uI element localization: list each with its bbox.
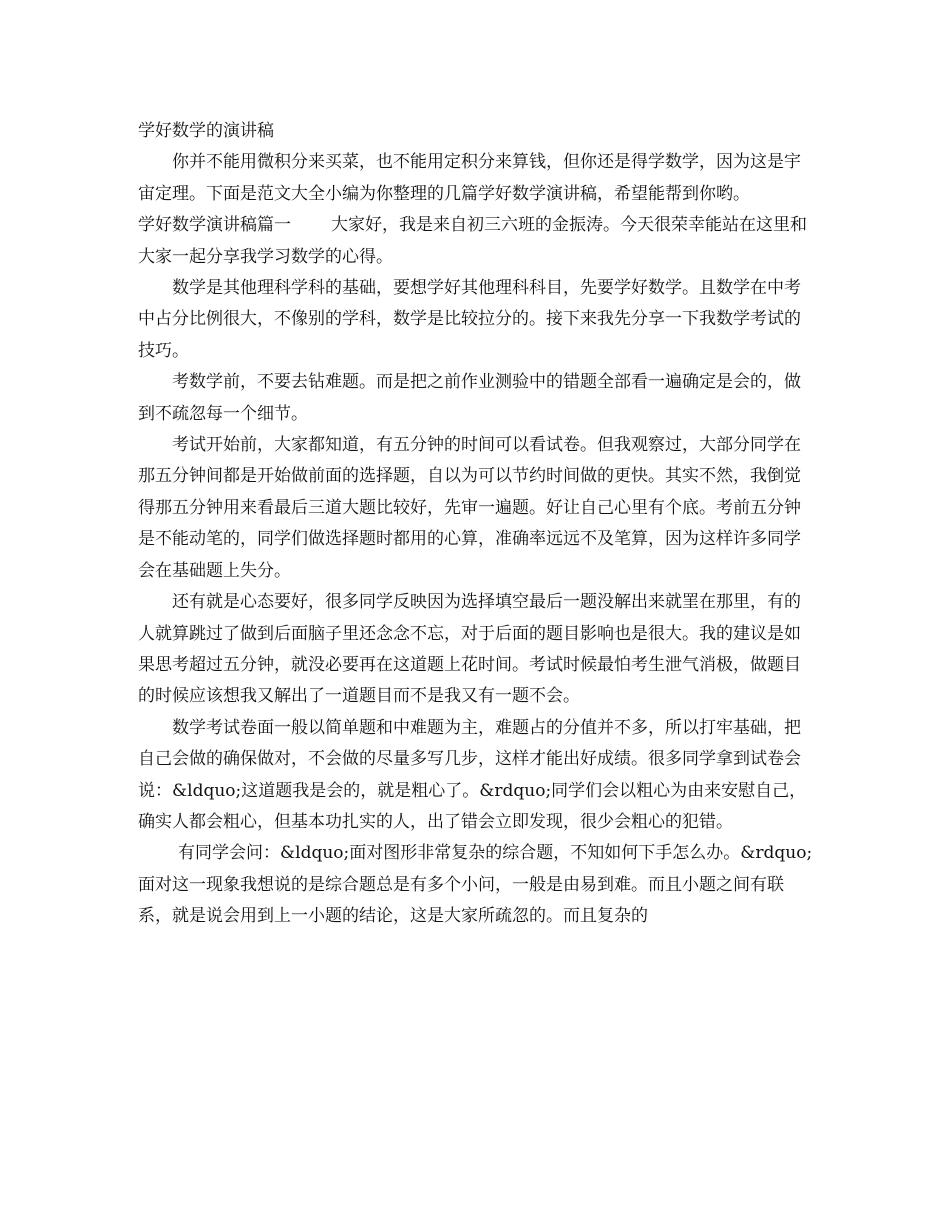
body-paragraph-3: 考试开始前，大家都知道，有五分钟的时间可以看试卷。但我观察过，大部分同学在那五分钟间都是开始做前面的选择题，自以为可以节约时间做的更快。其实不然，我倒觉得那五分钟用来看最后三道大题比较好，先审一遍题。好让自己心里有个底。考前五分钟是不能动笔的，同学们做选择题时都用的心算，准确率远远不及笔算，因为这样许多同学会在基础题上失分。 (138, 435, 801, 581)
body-paragraph-2: 考数学前，不要去钻难题。而是把之前作业测验中的错题全部看一遍确定是会的，做到不疏忽每一个细节。 (138, 372, 801, 424)
body-paragraph-4: 还有就是心态要好，很多同学反映因为选择填空最后一题没解出来就罣在那里，有的人就算跳过了做到后面脑子里还念念不忘，对于后面的题目影响也是很大。我的建议是如果思考超过五分钟，就没必要再在这道题上花时间。考试时候最怕考生泄气消极，做题目的时候应该想我又解出了一道题目而不是我又有一题不会。 (138, 592, 801, 707)
body-paragraph-6: 有同学会问：&ldquo;面对图形非常复杂的综合题，不知如何下手怎么办。&rdquo;面对这一现象我想说的是综合题总是有多个小问，一般是由易到难。而且小题之间有联系，就是说会用到上一小题的结论，这是大家所疏忽的。而且复杂的 (138, 843, 813, 927)
section-1-label: 学好数学演讲稿篇一 (138, 215, 291, 236)
document-page (138, 116, 814, 933)
intro-paragraph: 你并不能用微积分来买菜，也不能用定积分来算钱，但你还是得学数学，因为这是宇宙定理。下面是范文大全小编为你整理的几篇学好数学演讲稿，希望能帮到你哟。 (138, 152, 801, 204)
body-paragraph-1: 数学是其他理科学科的基础，要想学好其他理科科目，先要学好数学。且数学在中考中占分比例很大，不像别的学科，数学是比较拉分的。接下来我先分享一下我数学考试的技巧。 (138, 278, 801, 361)
section-1-heading-line (138, 210, 814, 273)
body-paragraph-5: 数学考试卷面一般以简单题和中难题为主，难题占的分值并不多，所以打牢基础，把自己会做的确保做对，不会做的尽量多写几步，这样才能出好成绩。很多同学拿到试卷会说：&ldquo;这道题我是会的，就是粗心了。&rdquo;同学们会以粗心为由来安慰自己，确实人都会粗心，但基本功扎实的人，出了错会立即发现，很少会粗心的犯错。 (138, 717, 807, 832)
section-1-opening: 大家好，我是来自初三六班的金振涛。今天很荣幸能站在这里和大家一起分享我学习数学的心得。 (138, 215, 807, 267)
document-title: 学好数学的演讲稿 (138, 121, 274, 141)
